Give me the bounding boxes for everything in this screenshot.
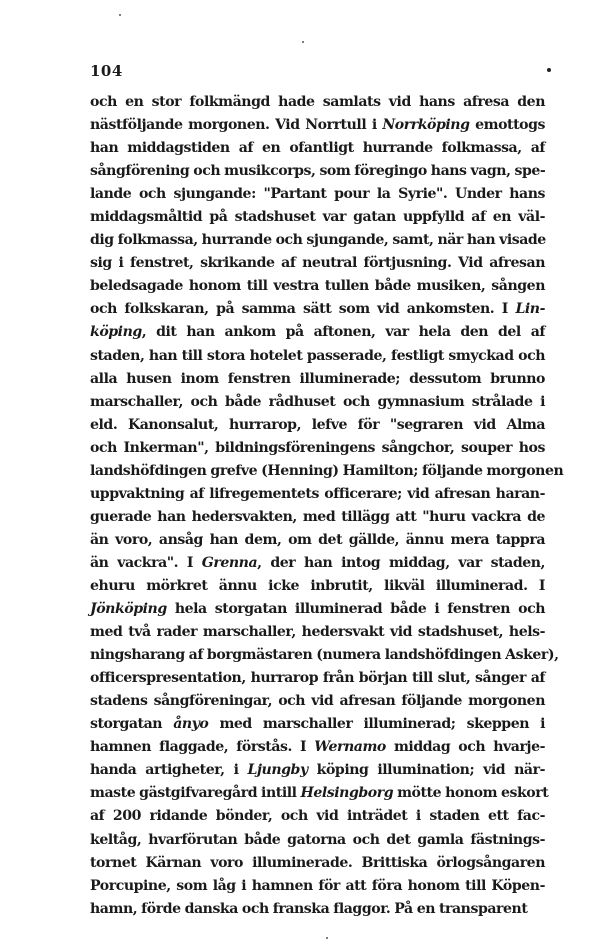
body-text — [90, 91, 564, 921]
text-run: landshöfdingen grefve (Henning) Hamilton; följande morgonen — [90, 462, 564, 479]
text-line — [90, 782, 549, 805]
text-line — [90, 805, 545, 828]
text-run: lande och sjungande: "Partant pour la Syrie". Under hans — [90, 186, 545, 203]
text-line — [90, 298, 545, 321]
text-line — [90, 829, 545, 852]
place-name: ånyo — [173, 716, 209, 733]
text-line — [90, 875, 545, 898]
text-line — [90, 160, 545, 183]
text-line — [90, 690, 545, 713]
page-number: 104 — [90, 62, 123, 80]
page-mark-dot — [547, 68, 551, 72]
text-line — [90, 114, 545, 137]
text-run: och folkskaran, på samma sätt som vid ankomsten. I — [90, 301, 516, 318]
text-line — [90, 852, 545, 875]
text-run: alla husen inom fenstren illuminerade; dessutom brunno — [90, 370, 545, 387]
text-run: nästföljande morgonen. Vid Norrtull i — [90, 117, 383, 134]
text-run: mötte honom eskort — [393, 785, 549, 802]
place-name: Helsingborg — [300, 785, 394, 802]
text-line — [90, 644, 559, 667]
text-run: med två rader marschaller, hedersvakt vid stadshuset, hels- — [90, 624, 545, 641]
text-run: maste gästgifvaregård intill — [90, 785, 301, 802]
scan-speck — [326, 937, 328, 939]
text-run: beledsagade honom till vestra tullen både musiken, sången — [90, 278, 545, 295]
text-line — [90, 552, 545, 575]
text-run: ehuru mörkret ännu icke inbrutit, likväl illuminerad. I — [90, 577, 545, 594]
text-line — [90, 275, 545, 298]
text-run: stadens sångföreningar, och vid afresan följande morgonen — [90, 693, 545, 710]
place-name: köping — [90, 324, 142, 341]
text-line — [90, 414, 545, 437]
text-line — [90, 667, 545, 690]
text-run: köping illumination; vid när- — [307, 762, 545, 779]
text-run: ningsharang af borgmästaren (numera landshöfdingen Asker), — [90, 647, 559, 664]
text-run: Porcupine, som låg i hamnen för att föra honom till Köpen- — [90, 877, 545, 894]
text-line — [90, 621, 545, 644]
text-run: emottogs — [469, 117, 545, 134]
text-run: sångförening och musikcorps, som föregingo hans vagn, spe- — [90, 163, 546, 180]
text-line — [90, 229, 545, 252]
text-run: hela storgatan illuminerad både i fenstren och — [166, 601, 545, 618]
text-line — [90, 137, 545, 160]
text-run: , der han intog middag, var staden, — [257, 554, 545, 571]
place-name: Wernamo — [314, 739, 386, 756]
text-line — [90, 368, 545, 391]
text-run: sig i fenstret, skrikande af neutral förtjusning. Vid afresan — [90, 255, 545, 272]
text-line — [90, 506, 545, 529]
scan-speck — [119, 14, 121, 16]
text-run: handa artigheter, i — [90, 762, 248, 779]
text-line — [90, 460, 564, 483]
text-run: middagsmåltid på stadshuset var gatan uppfylld af en väl- — [90, 209, 545, 226]
text-line — [90, 437, 545, 460]
text-run: guerade han hedersvakten, med tillägg att "huru vackra de — [90, 508, 545, 525]
text-line — [90, 575, 545, 598]
text-line — [90, 483, 545, 506]
text-run: keltåg, hvarförutan både gatorna och det gamla fästnings- — [90, 831, 545, 848]
text-run: hamnen flaggade, förstås. I — [90, 739, 315, 756]
text-run: eld. Kanonsalut, hurrarop, lefve för "segraren vid Alma — [90, 416, 545, 433]
place-name: Jönköping — [90, 601, 167, 618]
text-run: tornet Kärnan voro illuminerade. Brittiska örlogsångaren — [90, 854, 545, 871]
text-line — [90, 759, 545, 782]
text-run: och Inkerman", bildningsföreningens sångchor, souper hos — [90, 439, 545, 456]
text-run: hamn, förde danska och franska flaggor. På en transparent — [90, 900, 528, 917]
text-run: marschaller, och både rådhuset och gymnasium strålade i — [90, 393, 545, 410]
text-run: af 200 ridande bönder, och vid inträdet i staden ett fac- — [90, 808, 545, 825]
text-run: och en stor folkmängd hade samlats vid hans afresa den — [90, 94, 545, 110]
text-run: dig folkmassa, hurrande och sjungande, samt, när han visade — [90, 232, 546, 249]
text-line — [90, 713, 545, 736]
place-name: Norrköping — [382, 117, 470, 134]
text-line — [90, 206, 545, 229]
scan-speck — [302, 41, 304, 43]
text-run: officerspresentation, hurrarop från början till slut, sånger af — [90, 670, 545, 687]
text-line — [90, 529, 545, 552]
text-run: med marschaller illuminerad; skeppen i — [208, 716, 546, 733]
text-run: staden, han till stora hotelet passerade, festligt smyckad och — [90, 347, 545, 364]
text-line — [90, 252, 545, 275]
text-run: uppvaktning af lifregementets officerare; vid afresan haran- — [90, 485, 545, 502]
text-line — [90, 321, 545, 344]
text-run: , dit han ankom på aftonen, var hela den del af — [141, 324, 545, 341]
text-run: han middagstiden af en ofantligt hurrande folkmassa, af — [90, 140, 545, 157]
text-line — [90, 91, 545, 114]
place-name: Ljungby — [247, 762, 308, 779]
text-line — [90, 183, 545, 206]
text-line — [90, 598, 545, 621]
text-run: än voro, ansåg han dem, om det gällde, ännu mera tappra — [90, 531, 545, 548]
text-run: storgatan — [90, 716, 174, 733]
place-name: Lin- — [515, 301, 545, 318]
text-run: middag och hvarje- — [385, 739, 546, 756]
text-line — [90, 345, 545, 368]
place-name: Grenna — [201, 554, 258, 571]
text-line — [90, 736, 545, 759]
text-run: än vackra". I — [90, 554, 202, 571]
text-line — [90, 391, 545, 414]
text-line — [90, 898, 545, 921]
